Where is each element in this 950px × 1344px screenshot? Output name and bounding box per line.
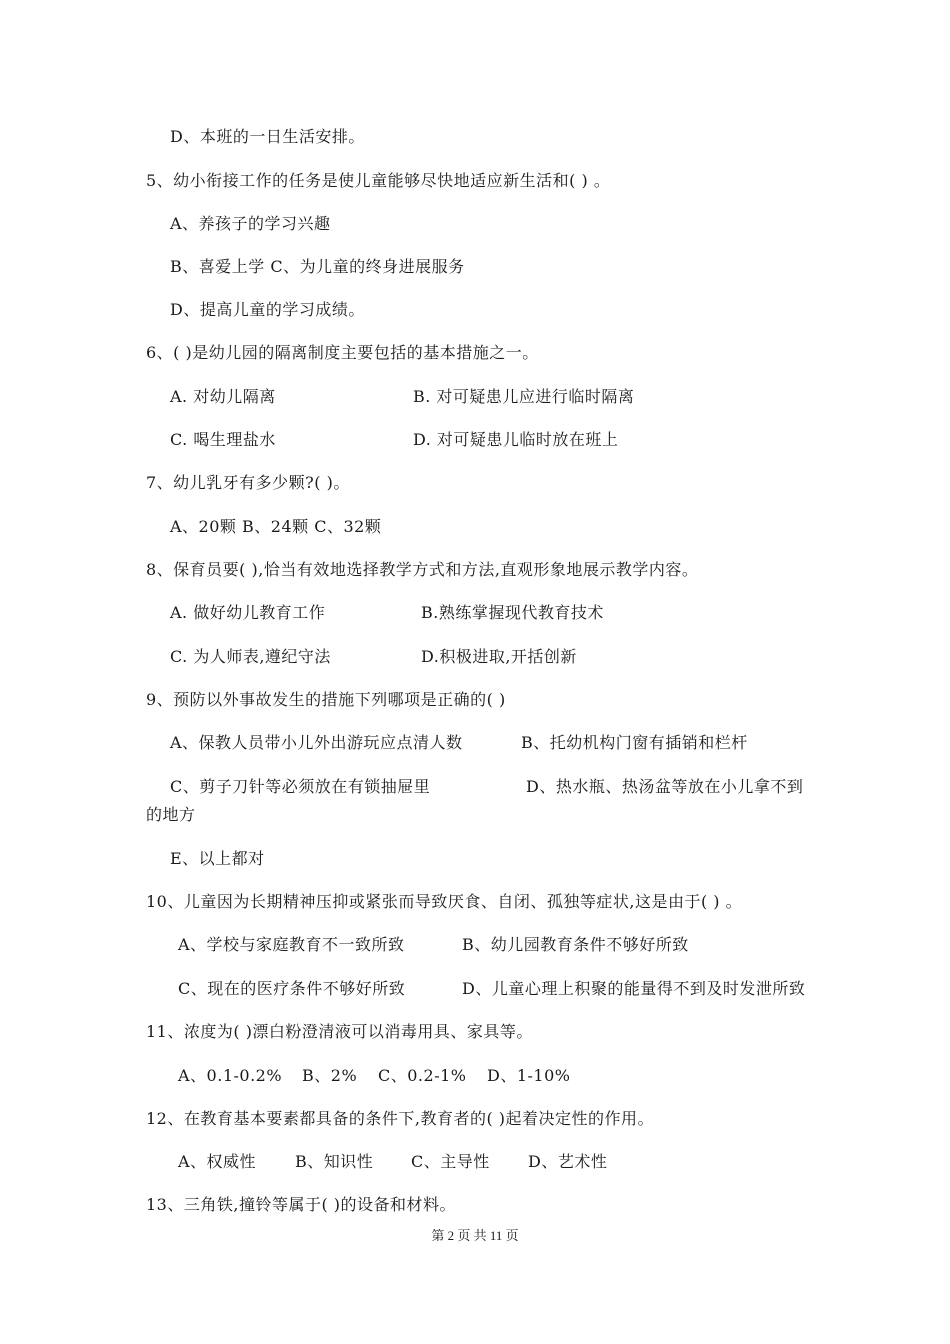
q12-option-b: B、知识性: [295, 1152, 374, 1171]
q10-question: 10、儿童因为长期精神压抑或紧张而导致厌食、自闭、孤独等症状,这是由于( ) 。: [146, 892, 743, 911]
q9-question: 9、预防以外事故发生的措施下列哪项是正确的( ): [146, 690, 506, 709]
q13-question: 13、三角铁,撞铃等属于( )的设备和材料。: [146, 1195, 457, 1214]
q11-option-b: B、2%: [302, 1066, 358, 1085]
q6-option-c: C. 喝生理盐水: [170, 430, 276, 449]
q12-option-d: D、艺术性: [528, 1152, 608, 1171]
q5-question: 5、幼小衔接工作的任务是使儿童能够尽快地适应新生活和( ) 。: [146, 171, 611, 190]
q11-question: 11、浓度为( )漂白粉澄清液可以消毒用具、家具等。: [146, 1022, 533, 1041]
q9-option-a: A、保教人员带小儿外出游玩应点清人数: [170, 733, 463, 752]
q6-question: 6、( )是幼儿园的隔离制度主要包括的基本措施之一。: [146, 343, 539, 362]
q9-option-d-continued: 的地方: [146, 805, 196, 824]
q5-option-d: D、提高儿童的学习成绩。: [170, 300, 365, 319]
q8-option-c: C. 为人师表,遵纪守法: [170, 647, 331, 666]
q11-option-a: A、0.1-0.2%: [178, 1066, 283, 1085]
q12-option-c: C、主导性: [411, 1152, 490, 1171]
q10-option-d: D、儿童心理上积聚的能量得不到及时发泄所致: [462, 979, 806, 998]
q10-option-b: B、幼儿园教育条件不够好所致: [462, 935, 689, 954]
q8-option-d: D.积极进取,开括创新: [421, 647, 577, 666]
q7-options: A、20颗 B、24颗 C、32颗: [170, 517, 382, 536]
q4-option-d: D、本班的一日生活安排。: [170, 127, 365, 146]
q6-option-a: A. 对幼儿隔离: [170, 387, 276, 406]
q9-option-d: D、热水瓶、热汤盆等放在小儿拿不到: [526, 777, 804, 796]
q10-option-a: A、学校与家庭教育不一致所致: [178, 935, 405, 954]
q8-option-a: A. 做好幼儿教育工作: [170, 603, 326, 622]
q11-option-c: C、0.2-1%: [378, 1066, 467, 1085]
q8-option-b: B.熟练掌握现代教育技术: [421, 603, 604, 622]
q9-option-c: C、剪子刀针等必须放在有锁抽屉里: [170, 777, 431, 796]
q7-question: 7、幼儿乳牙有多少颗?( )。: [146, 473, 350, 492]
q12-question: 12、在教育基本要素都具备的条件下,教育者的( )起着决定性的作用。: [146, 1109, 655, 1128]
q11-option-d: D、1-10%: [487, 1066, 571, 1085]
q6-option-d: D. 对可疑患儿临时放在班上: [413, 430, 619, 449]
q5-option-bc: B、喜爱上学 C、为儿童的终身进展服务: [170, 257, 465, 276]
q12-option-a: A、权威性: [178, 1152, 257, 1171]
q8-question: 8、保育员要( ),恰当有效地选择教学方式和方法,直观形象地展示教学内容。: [146, 560, 699, 579]
q9-option-e: E、以上都对: [170, 849, 265, 868]
q9-option-b: B、托幼机构门窗有插销和栏杆: [521, 733, 748, 752]
page-footer: 第 2 页 共 11 页: [431, 1228, 519, 1243]
q5-option-a: A、养孩子的学习兴趣: [170, 214, 331, 233]
q10-option-c: C、现在的医疗条件不够好所致: [178, 979, 406, 998]
q6-option-b: B. 对可疑患儿应进行临时隔离: [413, 387, 635, 406]
